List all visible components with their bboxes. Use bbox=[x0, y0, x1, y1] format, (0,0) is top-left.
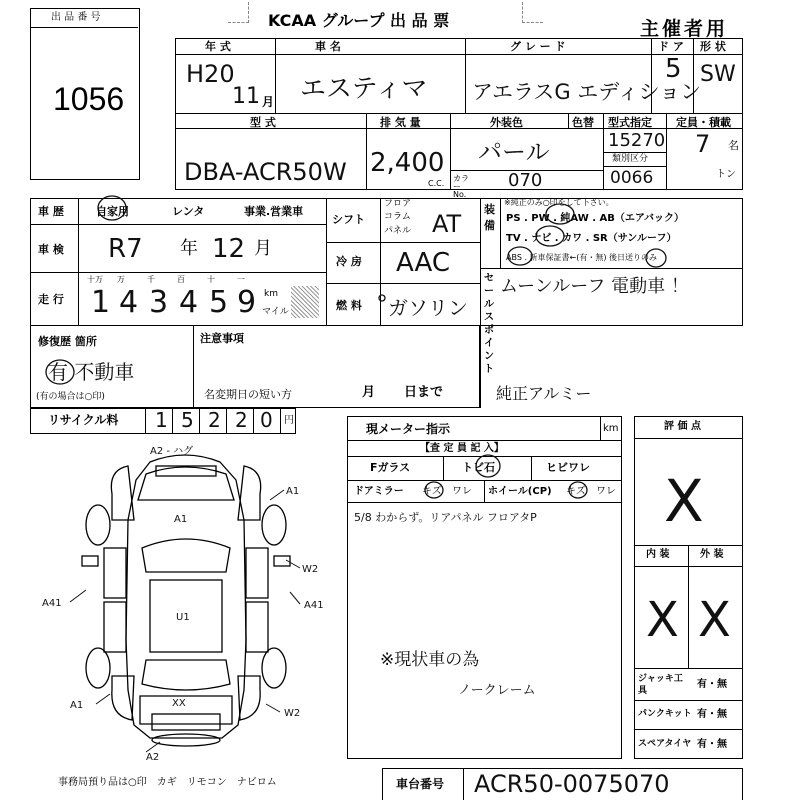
history-option-private: 自家用 bbox=[96, 205, 129, 218]
equipment-row2: TV . ナビ . カワ . SR（サンルーフ） bbox=[506, 233, 677, 244]
equipment-label: 装 備 bbox=[484, 203, 495, 232]
notes-label: 注意事項 bbox=[200, 332, 244, 345]
footer-keys: 事務局預り品は○印 カギ リモコン ナビロム bbox=[58, 777, 277, 788]
mileage-boxes: 十万 万 千 百 十 一 1 4 3 4 5 9 bbox=[87, 275, 257, 320]
doors-value: 5 bbox=[665, 54, 682, 84]
displacement-label: 排 気 量 bbox=[380, 116, 421, 129]
history-option-business: 事業.営業車 bbox=[244, 205, 304, 218]
category-label: 類別区分 bbox=[612, 154, 649, 164]
mileage-digit: 3 bbox=[149, 285, 169, 320]
inspection-year-unit: 年 bbox=[180, 238, 198, 259]
grade-value: アエラスG エディション bbox=[472, 80, 702, 104]
diagram-mark: A41 bbox=[42, 598, 62, 609]
remarks-line3: ノークレーム bbox=[458, 683, 536, 698]
shift-option-floor: フロア bbox=[384, 199, 412, 209]
capacity-unit-person: 名 bbox=[728, 139, 739, 152]
equipment-row3: ABS . 新車保証書←(有・無) 後日送りのみ bbox=[506, 253, 658, 262]
diagram-mark: A41 bbox=[304, 600, 324, 611]
mileage-unit-km: km bbox=[264, 289, 278, 299]
inspection-year: R7 bbox=[108, 234, 143, 264]
displacement-unit: C.C. bbox=[428, 179, 445, 188]
diagram-mark: W2 bbox=[302, 564, 319, 575]
accessory-value: 有・無 bbox=[697, 709, 727, 720]
history-label: 車 歴 bbox=[38, 205, 64, 218]
recycle-digit: 2 bbox=[208, 408, 221, 432]
mirror-option-scratch: キズ bbox=[422, 486, 442, 497]
color-no-label: カラー No. bbox=[453, 174, 469, 199]
lot-label: 出 品 番 号 bbox=[51, 12, 101, 23]
meter-unit: km bbox=[603, 423, 619, 434]
mileage-digit: 5 bbox=[209, 285, 229, 320]
fuel-value: ガソリン bbox=[388, 296, 468, 320]
sales-point-label: セールスポイント bbox=[484, 273, 494, 375]
copy-label: 主催者用 bbox=[640, 18, 729, 40]
diagram-mark: A1 bbox=[70, 700, 84, 711]
shift-label: シフト bbox=[332, 213, 365, 226]
chassis-label: 車台番号 bbox=[396, 777, 445, 791]
ac-value: AAC bbox=[396, 248, 450, 278]
month-value: 11 bbox=[232, 84, 260, 109]
name-value: エスティマ bbox=[300, 74, 428, 104]
diagram-mark: U1 bbox=[176, 612, 190, 623]
color-change-label: 色替 bbox=[572, 116, 594, 129]
capacity-label: 定員・積載 bbox=[676, 116, 731, 129]
year-label: 年 式 bbox=[205, 40, 231, 53]
crack-option-chip: トビ石 bbox=[462, 461, 495, 474]
remarks-line1: 5/8 わからず。リアパネル フロアタP bbox=[354, 511, 537, 524]
diagram-mark: W2 bbox=[284, 708, 301, 719]
mileage-digit: 9 bbox=[237, 285, 257, 320]
diagram-mark: A1 bbox=[286, 486, 300, 497]
wheel-label: ホイール(CP) bbox=[488, 486, 552, 497]
form-title: KCAA グループ 出 品 票 bbox=[268, 11, 450, 30]
exterior-mark: X bbox=[698, 592, 731, 648]
accessory-label: スペアタイヤ bbox=[638, 739, 692, 749]
equipment-row1: PS . PW . 純AW . AB（エアバック） bbox=[506, 213, 685, 224]
mirror-option-crack: ワレ bbox=[452, 486, 472, 497]
rating-label: 評 価 点 bbox=[664, 421, 701, 432]
diagram-mark: A1 bbox=[174, 514, 188, 525]
doors-label: ド ア bbox=[658, 40, 684, 53]
crack-option-crack: ヒビワレ bbox=[546, 461, 590, 474]
exterior-color-value: パール bbox=[478, 138, 550, 166]
recycle-digit: 0 bbox=[260, 408, 273, 432]
displacement-value: 2,400 bbox=[370, 148, 445, 178]
inspection-month: 12 bbox=[212, 234, 246, 264]
model-label: 型 式 bbox=[250, 116, 276, 129]
accessory-label: ジャッキ工具 bbox=[638, 674, 683, 696]
diagram-mark: A2 - ハグ bbox=[150, 446, 194, 457]
remarks-line2: ※現状車の為 bbox=[380, 650, 480, 670]
mileage-digit: 4 bbox=[179, 285, 199, 320]
body-label: 形 状 bbox=[700, 40, 726, 53]
sales-point-value2: 純正アルミー bbox=[496, 384, 592, 403]
recycle-label: リサイクル料 bbox=[48, 413, 119, 427]
year-value: H20 bbox=[186, 60, 235, 88]
shift-option-column: コラム bbox=[384, 212, 411, 222]
grade-label: グ レ ー ド bbox=[510, 40, 566, 53]
mileage-digit: 4 bbox=[119, 285, 139, 320]
repair-value: 有 不動車 bbox=[48, 360, 135, 384]
color-no-value: 070 bbox=[508, 170, 543, 191]
fuel-label: 燃 料 bbox=[336, 299, 362, 312]
diagram-mark: A2 bbox=[146, 752, 160, 763]
capacity-value: 7 bbox=[695, 130, 711, 158]
interior-label: 内 装 bbox=[646, 549, 670, 560]
accessory-value: 有・無 bbox=[697, 739, 727, 750]
category-value: 0066 bbox=[610, 168, 654, 188]
body-value: SW bbox=[700, 62, 736, 87]
equipment-note: ※純正のみ○印をして下さい。 bbox=[504, 198, 614, 207]
repair-label: 修復歴 箇所 bbox=[38, 335, 97, 348]
shift-value: AT bbox=[432, 210, 462, 238]
diagram-mark: XX bbox=[172, 698, 186, 709]
mileage-unit-mile: マイル bbox=[262, 307, 289, 317]
mirror-label: ドアミラー bbox=[354, 486, 404, 497]
ac-label: 冷 房 bbox=[336, 255, 362, 268]
sales-point-value1: ムーンルーフ 電動車 ！ bbox=[500, 276, 689, 297]
type-designation-label: 型式指定 bbox=[608, 116, 652, 129]
model-value: DBA-ACR50W bbox=[184, 158, 347, 186]
repair-note: (有の場合は○印) bbox=[36, 392, 105, 402]
recycle-unit: 円 bbox=[284, 415, 294, 426]
inspection-label: 車 検 bbox=[38, 243, 64, 256]
expiry-month: 月 bbox=[362, 385, 376, 400]
chassis-value: ACR50-0075070 bbox=[474, 770, 670, 798]
history-option-rental: レンタ bbox=[172, 205, 205, 218]
month-unit: 月 bbox=[262, 95, 275, 109]
name-label: 車 名 bbox=[315, 40, 341, 53]
wheel-option-scratch: キズ bbox=[566, 486, 586, 497]
shift-option-panel: パネル bbox=[384, 226, 412, 236]
interior-mark: X bbox=[646, 592, 679, 648]
expiry-day: 日まで bbox=[404, 385, 444, 400]
capacity-unit-ton: トン bbox=[716, 169, 736, 180]
recycle-digit: 1 bbox=[155, 408, 168, 432]
recycle-digit: 2 bbox=[235, 408, 248, 432]
wheel-option-crack: ワレ bbox=[596, 486, 616, 497]
accessory-label: パンクキット bbox=[638, 709, 692, 719]
exterior-color-label: 外装色 bbox=[490, 116, 523, 129]
lot-number: 1056 bbox=[53, 81, 125, 117]
score-mark: X bbox=[664, 467, 704, 535]
mileage-label: 走 行 bbox=[38, 293, 64, 306]
f-glass-label: Fガラス bbox=[370, 461, 411, 474]
recycle-digit: 5 bbox=[181, 408, 194, 432]
exterior-label: 外 装 bbox=[700, 549, 724, 560]
inspection-month-unit: 月 bbox=[254, 238, 272, 259]
type-designation-value: 15270 bbox=[608, 130, 666, 151]
mileage-digit: 1 bbox=[91, 285, 111, 320]
expiry-label: 名変期日の短い方 bbox=[204, 388, 292, 401]
inspector-label: 【査 定 員 記 入】 bbox=[420, 443, 504, 454]
meter-label: 現メーター指示 bbox=[366, 422, 451, 436]
accessory-value: 有・無 bbox=[697, 679, 727, 690]
